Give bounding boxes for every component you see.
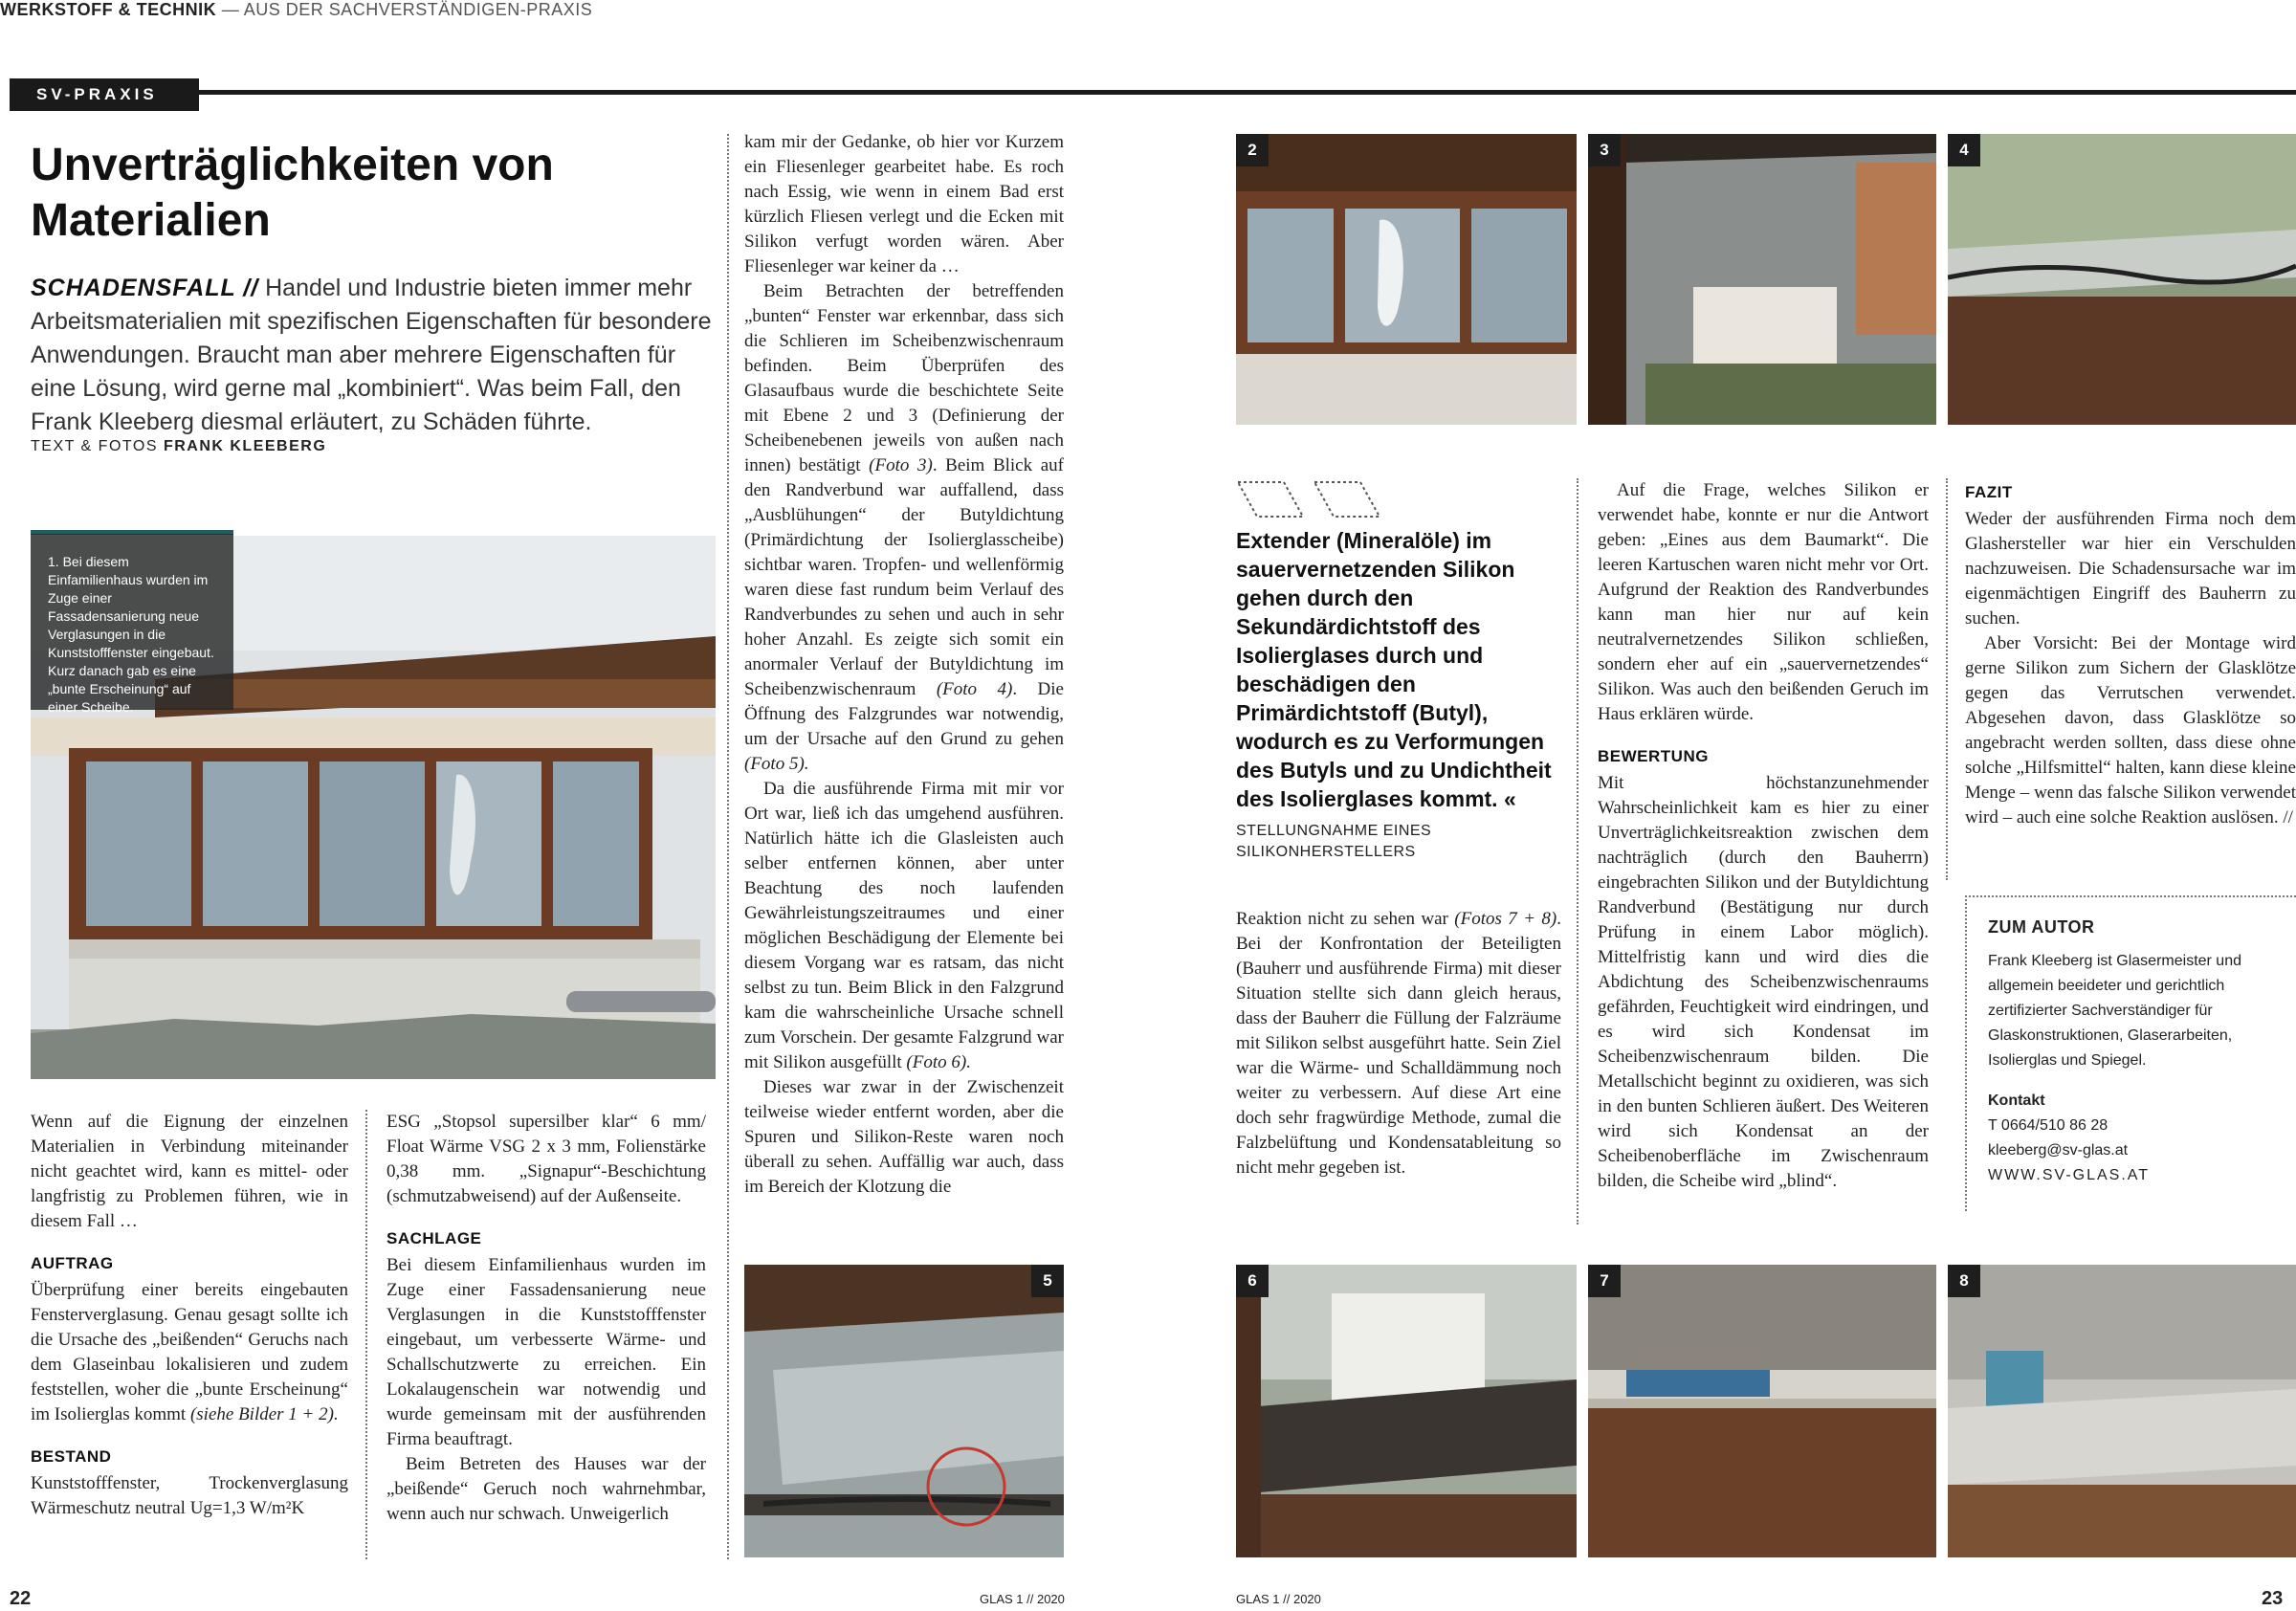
edge-seal-image: [1948, 134, 2296, 425]
setting-block-image: [1588, 1265, 1936, 1557]
glass-layers-image: [1588, 134, 1936, 425]
section-header: [0, 0, 592, 20]
issue-left: GLAS 1 // 2020: [980, 1592, 1065, 1606]
column-3: [744, 130, 1064, 1240]
heading-bestand: BESTAND: [31, 1447, 112, 1466]
author-heading: ZUM AUTOR: [1988, 917, 2095, 937]
photo-number: 7: [1588, 1265, 1621, 1297]
heading-sachlage: SACHLAGE: [386, 1229, 482, 1247]
column-1: [31, 1110, 348, 1559]
lead-text: Handel und Industrie bieten immer mehr Arbeitsmaterialien mit spezifischen Eigenschaften für besondere Anwendungen. Braucht man aber mehrere Eigenschaften für eine Lösung, wird gerne mal „kombiniert“. Was beim Fall, den Frank Kleeberg diesmal erläutert, zu Schäden führte.: [31, 275, 712, 435]
lead-kicker: SCHADENSFALL //: [31, 275, 259, 301]
column-3-paragraph-4: Dieses war zwar in der Zwischenzeit teilweise wieder entfernt worden, aber die Spuren und Silikon-Reste waren noch überall zu sehen. Auffällig war auch, dass im Bereich der Klotzung die: [744, 1077, 1064, 1197]
auftrag-paragraph: Überprüfung einer bereits eingebauten Fensterverglasung. Genau gesagt sollte ich die Ursache des „beißenden“ Geruchs nach dem Glaseinbau lokalisieren und zudem feststellen, woher die „bunte Erscheinung“ im Isolierglas kommt (siehe Bilder 1 + 2).: [31, 1280, 348, 1424]
heading-auftrag: AUFTRAG: [31, 1254, 114, 1272]
author-phone: T 0664/510 86 28: [1988, 1117, 2108, 1134]
header-rule: [199, 90, 2296, 95]
credit-label: TEXT & FOTOS: [31, 438, 164, 454]
column-divider: [1577, 478, 1578, 1225]
bewertung-paragraph: Mit höchstanzunehmender Wahrscheinlichkeit kam es hier zu einer Unverträglichkeitsreaktion zwischen dem nachträglich (durch den Bauherrn) eingebrachten Silikon und der Butyldichtung Randverbund (Bestätigung nur durch Prüfung in einem Labor möglich). Mittelfristig kann und wird dies die Abdichtung des Scheibenzwischenraums gefährden, Feuchtigkeit wird eindringen, und es wird sich Kondensat im Scheibenzwischenraum bilden. Die Metallschicht beginnt zu oxidieren, was sich in den bunten Schlieren äußert. Des Weiteren wird sich Kondensat an der Scheibenoberfläche im Zwischenraum bilden, die Scheibe wird „blind“.: [1598, 773, 1929, 1191]
pull-quote: Extender (Mineralöle) im sauervernetzenden Silikon gehen durch den Sekundärdichtstoff des Isolierglases durch und beschädigen den Primärdichtstoff (Butyl), wodurch es zu Verformungen des Butyls und zu Undichtheit des Isolierglases kommt. «: [1236, 528, 1552, 811]
photo-number: 3: [1588, 134, 1621, 166]
photo-1-caption: 1. Bei diesem Einfamilienhaus wurden im Zuge einer Fassadensanierung neue Verglasungen in die Kunststofffenster eingebaut. Kurz danach gab es eine „bunte Erscheinung“ auf einer Scheibe.: [31, 534, 233, 710]
author-box: [1965, 895, 2296, 1211]
photo-2-window: [1236, 134, 1577, 425]
photo-5-falzgrund: [744, 1265, 1064, 1557]
sachlage-paragraph-2: Beim Betreten des Hauses war der „beißende“ Geruch noch wahrnehmbar, wenn auch nur schwach. Unweigerlich: [386, 1454, 706, 1524]
column-divider: [365, 1110, 367, 1559]
heading-fazit: FAZIT: [1965, 483, 2013, 501]
issue-right: GLAS 1 // 2020: [1236, 1592, 1321, 1606]
bestand-paragraph: Kunststofffenster, Trockenverglasung Wärmeschutz neutral Ug=1,3 W/m²K: [31, 1473, 348, 1518]
fazit-paragraph-2: Aber Vorsicht: Bei der Montage wird gerne Silikon zum Sichern der Glasklötze gegen das Verrutschen verwendet. Abgesehen davon, dass Glasklötze so angebracht werden sollten, dass diese ohne solche „Hilfsmittel“ halten, kann diese kleine Menge – wenn das falsche Silikon verwendet wird – auch eine solche Reaktion auslösen. //: [1965, 633, 2296, 828]
auftrag-reference: (siehe Bilder 1 + 2).: [189, 1404, 339, 1424]
column-4-paragraph: Reaktion nicht zu sehen war (Fotos 7 + 8). Bei der Konfrontation der Beteiligten (Bauherr und ausführende Firma) mit dieser Situation stellte sich dann gleich heraus, dass der Bauherr die Füllung der Falzräume mit Silikon selbst ausgeführt hatte. Sein Ziel war die Wärme- und Schalldämmung noch weiter zu verbessern. Auf diese Art eine doch sehr fragwürdige Methode, zumal die Falzbelüftung und Kondensatableitung so nicht mehr gegeben ist.: [1236, 909, 1561, 1178]
glass-spec-paragraph: ESG „Stopsol supersilber klar“ 6 mm/ Float Wärme VSG 2 x 3 mm, Folienstärke 0,38 mm. „Signapur“-Beschichtung (schmutzabweisend) auf der Außenseite.: [386, 1112, 706, 1206]
column-5: [1598, 478, 1929, 1225]
photo-number: 8: [1948, 1265, 1980, 1297]
photo-number: 2: [1236, 134, 1269, 166]
window-streaks-image: [1236, 134, 1577, 425]
falzgrund-image: [744, 1265, 1064, 1557]
author-website[interactable]: WWW.SV-GLAS.AT: [1988, 1167, 2151, 1183]
sachlage-paragraph: Bei diesem Einfamilienhaus wurden im Zuge einer Fassadensanierung neue Verglasungen in die Kunststofffenster eingebaut, um verbesserte Wärme- und Schallschutzwerte zu erreichen. Ein Lokalaugenschein war notwendig und wurde gemeinsam mit der ausführenden Firma beauftragt.: [386, 1255, 706, 1449]
column-5-paragraph-1: Auf die Frage, welches Silikon er verwendet habe, konnte er nur die Antwort geben: „Eines aus dem Baumarkt“. Die leeren Kartuschen waren nicht mehr vor Ort. Aufgrund der Reaktion des Randverbundes kann man hier nur auf kein neutralvernetzendes Silikon schließen, sondern eher auf ein „sauervernetzendes“ Silikon. Was auch den beißenden Geruch im Haus erklären würde.: [1598, 480, 1929, 724]
photo-number: 4: [1948, 134, 1980, 166]
silicone-fill-image: [1236, 1265, 1577, 1557]
page-number-left: 22: [10, 1588, 32, 1609]
article-credit: [31, 438, 326, 455]
section-name: WERKSTOFF & TECHNIK: [0, 0, 217, 19]
quote-mark-icon: [1236, 480, 1380, 519]
section-subtitle: — AUS DER SACHVERSTÄNDIGEN-PRAXIS: [221, 0, 593, 19]
photo-8-block-detail: [1948, 1265, 2296, 1557]
column-divider: [727, 134, 729, 1559]
column-3-paragraph-2: Beim Betrachten der betreffenden „bunten“ Fenster war erkennbar, dass sich die Schlieren im Scheibenzwischenraum befinden. Beim Überprüfen des Glasaufbaus wurde die beschichtete Seite mit Ebene 2 und 3 (Definierung der Scheibenebenen jeweils von außen nach innen) bestätigt (Foto 3). Beim Blick auf den Randverbund war auffallend, dass „Ausblühungen“ der Butyldichtung (Primärdichtung der Isolierglasscheibe) sichtbar waren. Tropfen- und wellenförmig waren diese fast rundum beim Verlauf des Randverbundes zu sehen und auch in sehr hoher Anzahl. Es zeigte sich somit ein anormaler Verlauf der Butyldichtung im Scheibenzwischenraum (Foto 4). Die Öffnung des Falzgrundes war notwendig, um der Ursache auf den Grund zu gehen (Foto 5).: [744, 281, 1064, 774]
intro-paragraph: Wenn auf die Eignung der einzelnen Materialien in Verbindung miteinander nicht geachtet wird, kann es mittel- oder langfristig zu Problemen führen, wie in diesem Fall …: [31, 1112, 348, 1231]
quote-source: STELLUNGNAHME EINES SILIKONHERSTELLERS: [1236, 823, 1432, 860]
block-detail-image: [1948, 1265, 2296, 1557]
photo-number: 5: [1031, 1265, 1064, 1297]
column-4: [1236, 907, 1561, 1223]
contact-heading: Kontakt: [1988, 1092, 2045, 1109]
title-line-2: Materialien: [31, 195, 271, 246]
photo-3-glass-layers: [1588, 134, 1936, 425]
column-divider: [1946, 478, 1948, 880]
author-bio: Frank Kleeberg ist Glasermeister und allgemein beeideter und gerichtlich zertifizierter Sachverständiger für Glaskonstruktionen, Glaserarbeiten, Isolierglas und Spiegel.: [1988, 953, 2241, 1069]
column-2: [386, 1110, 706, 1559]
article-title: [31, 138, 700, 249]
column-3-paragraph-3: Da die ausführende Firma mit mir vor Ort war, ließ ich das umgehend ausführen. Natürlich hätte ich die Glasleisten auch selber entfernen können, aber unter Beachtung des noch laufenden Gewährleistungszeitraumes und einer möglichen Beschädigung der Elemente bei diesem Vorgang war es ratsam, das nicht selbst zu tun. Beim Blick in den Falzgrund kam die wahrscheinliche Ursache schnell zum Vorschein. Der gesamte Falzgrund war mit Silikon ausgefüllt (Foto 6).: [744, 779, 1064, 1072]
title-line-1: Unverträglichkeiten von: [31, 140, 554, 190]
credit-name: FRANK KLEEBERG: [163, 438, 327, 454]
author-email[interactable]: kleeberg@sv-glas.at: [1988, 1142, 2129, 1159]
photo-7-setting-block: [1588, 1265, 1936, 1557]
photo-4-edge-seal: [1948, 134, 2296, 425]
page-number-right: 23: [2262, 1588, 2284, 1609]
photo-number: 6: [1236, 1265, 1269, 1297]
photo-6-silicone-fill: [1236, 1265, 1577, 1557]
column-3-paragraph-1: kam mir der Gedanke, ob hier vor Kurzem ein Fliesenleger gearbeitet habe. Es roch nach Essig, wie wenn in einem Bad erst kürzlich Fliesen verlegt und die Ecken mit Silikon verfugt worden wären. Aber Fliesenleger war keiner da …: [744, 132, 1064, 276]
heading-bewertung: BEWERTUNG: [1598, 747, 1709, 765]
sv-praxis-badge: SV-PRAXIS: [10, 78, 199, 111]
article-lead: [31, 272, 712, 439]
column-6: [1965, 463, 2296, 884]
fazit-paragraph-1: Weder der ausführenden Firma noch dem Glashersteller war hier ein Verschulden nachzuweisen. Die Schadensursache war im eigenmächtigen Eingriff des Bauherrn zu suchen.: [1965, 509, 2296, 629]
